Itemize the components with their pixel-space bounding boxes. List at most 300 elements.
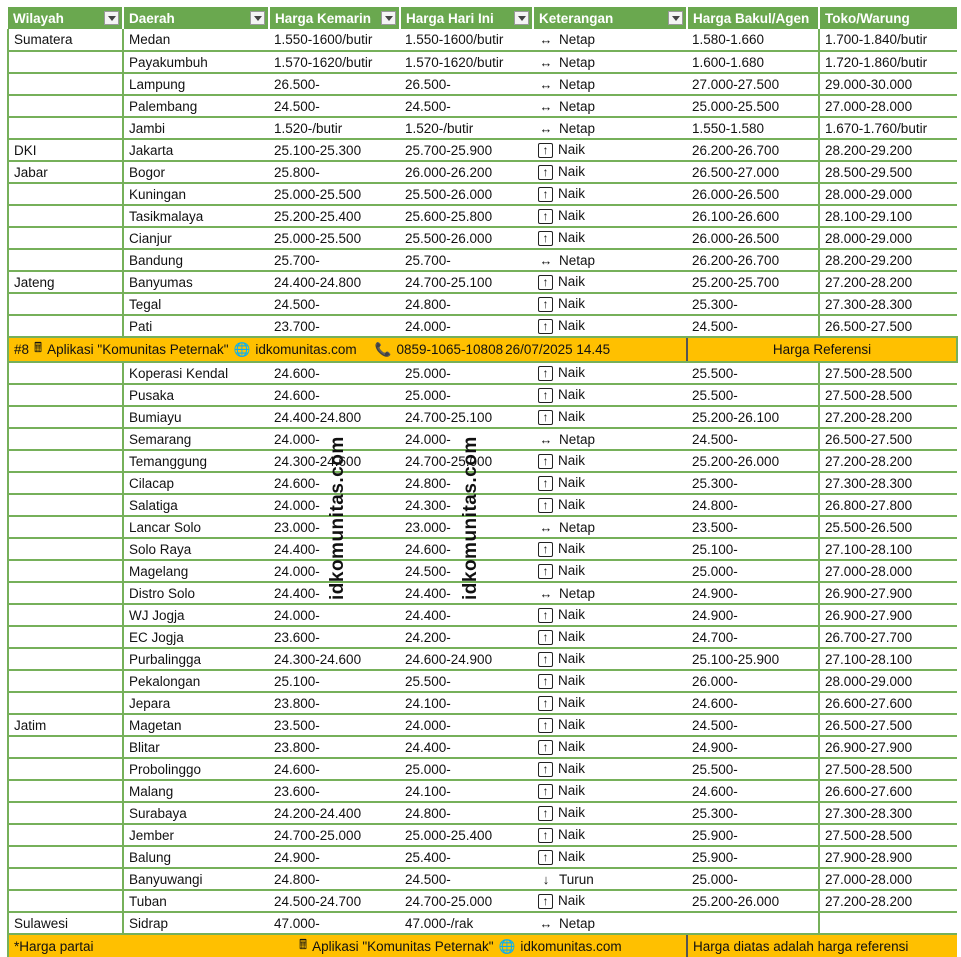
harga-kemarin-cell: 24.300-24.600	[269, 648, 400, 670]
filter-dropdown-icon[interactable]	[668, 11, 683, 25]
toko-warung-cell: 27.200-28.200	[819, 450, 957, 472]
keterangan-cell	[533, 604, 687, 626]
harga-hari-ini-cell: 25.000-25.400	[400, 824, 533, 846]
keterangan-label: Naik	[558, 164, 586, 179]
keterangan-label: Netap	[559, 915, 596, 931]
daerah-cell: Semarang	[123, 428, 269, 450]
keterangan-label: Netap	[559, 76, 596, 92]
harga-kemarin-cell: 24.200-24.400	[269, 802, 400, 824]
band-app-label: Aplikasi "Komunitas Peternak"	[47, 342, 229, 357]
left-right-arrow-icon: ↔	[539, 585, 553, 601]
harga-bakul-cell: 26.200-26.700	[687, 249, 819, 271]
keterangan-label: Naik	[558, 739, 586, 754]
up-arrow-box-icon: ↑	[538, 476, 553, 491]
harga-hari-ini-cell: 24.700-25.100	[400, 406, 533, 428]
keterangan-label: Naik	[558, 563, 586, 578]
table-row	[8, 362, 957, 384]
up-arrow-box-icon: ↑	[538, 165, 553, 180]
harga-bakul-cell: 25.200-26.000	[687, 450, 819, 472]
up-arrow-box-icon: ↑	[538, 454, 553, 469]
filter-dropdown-icon[interactable]	[514, 11, 529, 25]
table-row	[8, 648, 957, 670]
harga-kemarin-cell: 24.600-	[269, 384, 400, 406]
band-site[interactable]: idkomunitas.com	[255, 342, 357, 357]
wilayah-cell	[8, 293, 123, 315]
harga-bakul-cell: 24.800-	[687, 494, 819, 516]
wilayah-cell	[8, 472, 123, 494]
harga-bakul-cell: 26.000-26.500	[687, 227, 819, 249]
column-header	[269, 7, 400, 29]
harga-hari-ini-cell: 25.000-	[400, 758, 533, 780]
footer-app-label: Aplikasi "Komunitas Peternak"	[312, 939, 494, 954]
wilayah-cell: Jabar	[8, 161, 123, 183]
calculator-icon: 🖩	[299, 937, 308, 952]
wilayah-cell	[8, 868, 123, 890]
harga-kemarin-cell: 1.520-/butir	[269, 117, 400, 139]
table-row	[8, 406, 957, 428]
wilayah-cell	[8, 802, 123, 824]
keterangan-cell	[533, 560, 687, 582]
harga-kemarin-cell: 23.800-	[269, 736, 400, 758]
toko-warung-cell: 28.000-29.000	[819, 670, 957, 692]
daerah-cell: Bandung	[123, 249, 269, 271]
keterangan-label: Naik	[558, 497, 586, 512]
harga-bakul-cell: 1.600-1.680	[687, 51, 819, 73]
wilayah-cell	[8, 824, 123, 846]
toko-warung-cell: 27.500-28.500	[819, 758, 957, 780]
toko-warung-cell: 26.900-27.900	[819, 582, 957, 604]
up-arrow-box-icon: ↑	[538, 630, 553, 645]
band-datetime: 26/07/2025 14.45	[505, 342, 611, 357]
toko-warung-cell: 28.200-29.200	[819, 139, 957, 161]
keterangan-label: Netap	[559, 98, 596, 114]
harga-hari-ini-cell: 24.800-	[400, 293, 533, 315]
toko-warung-cell: 28.000-29.000	[819, 183, 957, 205]
wilayah-cell	[8, 560, 123, 582]
harga-hari-ini-cell: 24.600-24.900	[400, 648, 533, 670]
wilayah-cell	[8, 183, 123, 205]
keterangan-cell	[533, 450, 687, 472]
daerah-cell: Lampung	[123, 73, 269, 95]
harga-bakul-cell: 24.700-	[687, 626, 819, 648]
daerah-cell: Kuningan	[123, 183, 269, 205]
wilayah-cell	[8, 51, 123, 73]
harga-bakul-cell: 24.500-	[687, 315, 819, 337]
keterangan-cell	[533, 692, 687, 714]
left-right-arrow-icon: ↔	[539, 519, 553, 535]
daerah-cell: Jepara	[123, 692, 269, 714]
table-row	[8, 117, 957, 139]
keterangan-cell	[533, 472, 687, 494]
egg-price-table	[7, 7, 958, 957]
table-row	[8, 249, 957, 271]
wilayah-cell	[8, 73, 123, 95]
wilayah-cell	[8, 494, 123, 516]
keterangan-cell	[533, 384, 687, 406]
daerah-cell: Distro Solo	[123, 582, 269, 604]
footer-site[interactable]: idkomunitas.com	[520, 939, 622, 954]
toko-warung-cell: 27.900-28.900	[819, 846, 957, 868]
column-header	[533, 7, 687, 29]
up-arrow-box-icon: ↑	[538, 674, 553, 689]
harga-bakul-cell: 25.200-26.000	[687, 890, 819, 912]
harga-bakul-cell: 24.600-	[687, 692, 819, 714]
toko-warung-cell: 27.000-28.000	[819, 95, 957, 117]
harga-hari-ini-cell: 1.570-1620/butir	[400, 51, 533, 73]
harga-hari-ini-cell: 25.600-25.800	[400, 205, 533, 227]
up-arrow-box-icon: ↑	[538, 187, 553, 202]
harga-hari-ini-cell: 24.100-	[400, 780, 533, 802]
keterangan-cell	[533, 890, 687, 912]
wilayah-cell	[8, 117, 123, 139]
filter-dropdown-icon[interactable]	[381, 11, 396, 25]
up-arrow-box-icon: ↑	[538, 806, 553, 821]
harga-hari-ini-cell: 26.000-26.200	[400, 161, 533, 183]
table-row	[8, 758, 957, 780]
wilayah-cell	[8, 890, 123, 912]
up-arrow-box-icon: ↑	[538, 275, 553, 290]
harga-kemarin-cell: 25.000-25.500	[269, 183, 400, 205]
keterangan-label: Naik	[558, 409, 586, 424]
keterangan-cell	[533, 736, 687, 758]
toko-warung-cell: 27.100-28.100	[819, 538, 957, 560]
daerah-cell: Pekalongan	[123, 670, 269, 692]
keterangan-label: Naik	[558, 453, 586, 468]
harga-hari-ini-cell: 24.800-	[400, 802, 533, 824]
table-row	[8, 604, 957, 626]
band-number: #8	[14, 342, 30, 357]
keterangan-cell	[533, 117, 687, 139]
table-row	[8, 95, 957, 117]
daerah-cell: Pusaka	[123, 384, 269, 406]
toko-warung-cell: 27.500-28.500	[819, 384, 957, 406]
daerah-cell: Banyumas	[123, 271, 269, 293]
keterangan-cell	[533, 73, 687, 95]
keterangan-label: Naik	[558, 142, 586, 157]
keterangan-label: Naik	[558, 629, 586, 644]
harga-bakul-cell: 25.200-26.100	[687, 406, 819, 428]
harga-hari-ini-cell: 25.000-	[400, 384, 533, 406]
daerah-cell: Probolinggo	[123, 758, 269, 780]
up-arrow-box-icon: ↑	[538, 828, 553, 843]
daerah-cell: Solo Raya	[123, 538, 269, 560]
footer-band	[8, 934, 687, 957]
keterangan-cell	[533, 648, 687, 670]
keterangan-cell	[533, 802, 687, 824]
harga-hari-ini-cell: 25.500-26.000	[400, 227, 533, 249]
table-row	[8, 51, 957, 73]
wilayah-cell	[8, 604, 123, 626]
wilayah-cell: Jatim	[8, 714, 123, 736]
up-arrow-box-icon: ↑	[538, 297, 553, 312]
daerah-cell: Purbalingga	[123, 648, 269, 670]
wilayah-cell	[8, 205, 123, 227]
toko-warung-cell: 1.720-1.860/butir	[819, 51, 957, 73]
keterangan-label: Naik	[558, 387, 586, 402]
harga-kemarin-cell: 24.600-	[269, 758, 400, 780]
harga-bakul-cell: 25.300-	[687, 293, 819, 315]
toko-warung-cell: 27.200-28.200	[819, 890, 957, 912]
toko-warung-cell	[819, 912, 957, 934]
daerah-cell: Tegal	[123, 293, 269, 315]
table-row	[8, 227, 957, 249]
keterangan-label: Naik	[558, 827, 586, 842]
harga-kemarin-cell: 26.500-	[269, 73, 400, 95]
harga-bakul-cell: 23.500-	[687, 516, 819, 538]
wilayah-cell	[8, 736, 123, 758]
wilayah-cell	[8, 670, 123, 692]
info-band	[8, 337, 687, 362]
harga-kemarin-cell: 25.700-	[269, 249, 400, 271]
harga-kemarin-cell: 25.000-25.500	[269, 227, 400, 249]
toko-warung-cell: 25.500-26.500	[819, 516, 957, 538]
harga-bakul-cell: 25.300-	[687, 802, 819, 824]
harga-bakul-cell: 1.550-1.580	[687, 117, 819, 139]
harga-bakul-cell	[687, 912, 819, 934]
keterangan-label: Naik	[558, 673, 586, 688]
table-row	[8, 293, 957, 315]
daerah-cell: Bogor	[123, 161, 269, 183]
harga-kemarin-cell: 24.800-	[269, 868, 400, 890]
up-arrow-box-icon: ↑	[538, 740, 553, 755]
table-row	[8, 450, 957, 472]
keterangan-label: Netap	[559, 32, 596, 47]
harga-hari-ini-cell: 24.300-	[400, 494, 533, 516]
table-row	[8, 271, 957, 293]
keterangan-label: Naik	[558, 717, 586, 732]
harga-hari-ini-cell: 24.400-	[400, 736, 533, 758]
wilayah-cell	[8, 249, 123, 271]
daerah-cell: Lancar Solo	[123, 516, 269, 538]
harga-bakul-cell: 25.900-	[687, 846, 819, 868]
harga-kemarin-cell: 24.600-	[269, 472, 400, 494]
wilayah-cell	[8, 626, 123, 648]
harga-hari-ini-cell: 24.000-	[400, 428, 533, 450]
column-header-label: Wilayah	[13, 10, 64, 26]
harga-hari-ini-cell: 24.500-	[400, 868, 533, 890]
up-arrow-box-icon: ↑	[538, 850, 553, 865]
toko-warung-cell: 26.500-27.500	[819, 315, 957, 337]
column-header	[123, 7, 269, 29]
harga-kemarin-cell: 24.400-24.800	[269, 406, 400, 428]
column-header-label: Harga Hari Ini	[406, 10, 494, 26]
calculator-icon: 🖩	[34, 340, 43, 355]
harga-bakul-cell: 1.580-1.660	[687, 29, 819, 51]
harga-hari-ini-cell: 24.700-25.000	[400, 450, 533, 472]
up-arrow-box-icon: ↑	[538, 718, 553, 733]
table-row	[8, 516, 957, 538]
toko-warung-cell: 26.800-27.800	[819, 494, 957, 516]
wilayah-cell	[8, 516, 123, 538]
harga-hari-ini-cell: 25.700-	[400, 249, 533, 271]
keterangan-cell	[533, 670, 687, 692]
wilayah-cell	[8, 450, 123, 472]
keterangan-cell	[533, 582, 687, 604]
toko-warung-cell: 26.700-27.700	[819, 626, 957, 648]
header-row	[8, 7, 957, 29]
keterangan-label: Netap	[559, 252, 596, 268]
daerah-cell: Tuban	[123, 890, 269, 912]
daerah-cell: Jakarta	[123, 139, 269, 161]
globe-icon: 🌐	[498, 938, 516, 954]
keterangan-cell	[533, 714, 687, 736]
daerah-cell: Balung	[123, 846, 269, 868]
down-arrow-icon: ↓	[542, 871, 550, 887]
toko-warung-cell: 26.600-27.600	[819, 692, 957, 714]
column-header-label: Toko/Warung	[825, 10, 910, 26]
daerah-cell: Banyuwangi	[123, 868, 269, 890]
harga-hari-ini-cell: 25.000-	[400, 362, 533, 384]
keterangan-label: Turun	[559, 871, 594, 887]
daerah-cell: Magelang	[123, 560, 269, 582]
wilayah-cell: Jateng	[8, 271, 123, 293]
keterangan-label: Naik	[558, 318, 586, 333]
column-header-label: Keterangan	[539, 10, 614, 26]
keterangan-label: Naik	[558, 805, 586, 820]
wilayah-cell	[8, 428, 123, 450]
up-arrow-box-icon: ↑	[538, 564, 553, 579]
up-arrow-box-icon: ↑	[538, 608, 553, 623]
harga-hari-ini-cell: 24.800-	[400, 472, 533, 494]
table-row	[8, 626, 957, 648]
harga-hari-ini-cell: 25.700-25.900	[400, 139, 533, 161]
daerah-cell: Salatiga	[123, 494, 269, 516]
column-header	[8, 7, 123, 29]
up-arrow-box-icon: ↑	[538, 542, 553, 557]
toko-warung-cell: 27.300-28.300	[819, 802, 957, 824]
keterangan-label: Naik	[558, 186, 586, 201]
left-right-arrow-icon: ↔	[539, 54, 553, 70]
table-row	[8, 538, 957, 560]
harga-hari-ini-cell: 24.700-25.100	[400, 271, 533, 293]
harga-kemarin-cell: 24.600-	[269, 362, 400, 384]
table-row	[8, 802, 957, 824]
toko-warung-cell: 28.500-29.500	[819, 161, 957, 183]
harga-kemarin-cell: 25.100-25.300	[269, 139, 400, 161]
left-right-arrow-icon: ↔	[539, 76, 553, 92]
keterangan-cell	[533, 406, 687, 428]
harga-bakul-cell: 25.900-	[687, 824, 819, 846]
harga-hari-ini-cell: 25.500-	[400, 670, 533, 692]
keterangan-cell	[533, 516, 687, 538]
table-row	[8, 315, 957, 337]
harga-kemarin-cell: 23.600-	[269, 780, 400, 802]
keterangan-cell	[533, 293, 687, 315]
toko-warung-cell: 26.900-27.900	[819, 604, 957, 626]
harga-hari-ini-cell: 24.200-	[400, 626, 533, 648]
keterangan-cell	[533, 758, 687, 780]
harga-kemarin-cell: 24.900-	[269, 846, 400, 868]
toko-warung-cell: 28.000-29.000	[819, 227, 957, 249]
harga-kemarin-cell: 24.000-	[269, 604, 400, 626]
daerah-cell: Blitar	[123, 736, 269, 758]
table-row	[8, 560, 957, 582]
left-right-arrow-icon: ↔	[539, 120, 553, 136]
daerah-cell: WJ Jogja	[123, 604, 269, 626]
harga-hari-ini-cell: 1.520-/butir	[400, 117, 533, 139]
up-arrow-box-icon: ↑	[538, 696, 553, 711]
harga-kemarin-cell: 24.000-	[269, 428, 400, 450]
table-row	[8, 692, 957, 714]
footer-row	[8, 934, 957, 957]
up-arrow-box-icon: ↑	[538, 209, 553, 224]
daerah-cell: Magetan	[123, 714, 269, 736]
toko-warung-cell: 27.500-28.500	[819, 824, 957, 846]
table-row	[8, 161, 957, 183]
column-header-label: Daerah	[129, 10, 175, 26]
toko-warung-cell: 27.300-28.300	[819, 472, 957, 494]
harga-kemarin-cell: 24.400-	[269, 538, 400, 560]
harga-kemarin-cell: 24.000-	[269, 560, 400, 582]
wilayah-cell	[8, 384, 123, 406]
table-row	[8, 714, 957, 736]
daerah-cell: Malang	[123, 780, 269, 802]
harga-bakul-cell: 24.600-	[687, 780, 819, 802]
harga-kemarin-cell: 24.300-24.600	[269, 450, 400, 472]
up-arrow-box-icon: ↑	[538, 762, 553, 777]
keterangan-cell	[533, 249, 687, 271]
keterangan-cell	[533, 846, 687, 868]
keterangan-cell	[533, 626, 687, 648]
keterangan-cell	[533, 912, 687, 934]
harga-bakul-cell: 25.100-	[687, 538, 819, 560]
harga-hari-ini-cell: 24.100-	[400, 692, 533, 714]
keterangan-cell	[533, 538, 687, 560]
toko-warung-cell: 28.200-29.200	[819, 249, 957, 271]
keterangan-cell	[533, 494, 687, 516]
wilayah-cell	[8, 315, 123, 337]
daerah-cell: Surabaya	[123, 802, 269, 824]
keterangan-label: Naik	[558, 761, 586, 776]
toko-warung-cell: 1.700-1.840/butir	[819, 29, 957, 51]
harga-bakul-cell: 26.100-26.600	[687, 205, 819, 227]
keterangan-label: Naik	[558, 893, 586, 908]
table-row	[8, 868, 957, 890]
filter-dropdown-icon[interactable]	[250, 11, 265, 25]
keterangan-label: Naik	[558, 541, 586, 556]
left-right-arrow-icon: ↔	[539, 431, 553, 447]
keterangan-label: Naik	[558, 365, 586, 380]
filter-dropdown-icon[interactable]	[104, 11, 119, 25]
harga-kemarin-cell: 25.100-	[269, 670, 400, 692]
harga-bakul-cell: 26.200-26.700	[687, 139, 819, 161]
harga-bakul-cell: 26.500-27.000	[687, 161, 819, 183]
left-right-arrow-icon: ↔	[539, 252, 553, 268]
harga-hari-ini-cell: 25.400-	[400, 846, 533, 868]
left-right-arrow-icon: ↔	[539, 32, 553, 47]
wilayah-cell	[8, 846, 123, 868]
keterangan-label: Netap	[559, 585, 596, 601]
globe-icon: 🌐	[233, 341, 251, 357]
toko-warung-cell: 26.900-27.900	[819, 736, 957, 758]
harga-bakul-cell: 25.000-	[687, 560, 819, 582]
table-row	[8, 670, 957, 692]
harga-kemarin-cell: 23.800-	[269, 692, 400, 714]
up-arrow-box-icon: ↑	[538, 319, 553, 334]
left-right-arrow-icon: ↔	[539, 98, 553, 114]
wilayah-cell	[8, 362, 123, 384]
harga-hari-ini-cell: 24.600-	[400, 538, 533, 560]
harga-kemarin-cell: 1.570-1620/butir	[269, 51, 400, 73]
harga-bakul-cell: 27.000-27.500	[687, 73, 819, 95]
table-row	[8, 183, 957, 205]
table-row	[8, 73, 957, 95]
harga-kemarin-cell: 25.800-	[269, 161, 400, 183]
keterangan-cell	[533, 868, 687, 890]
harga-bakul-cell: 25.200-25.700	[687, 271, 819, 293]
harga-hari-ini-cell: 24.400-	[400, 604, 533, 626]
daerah-cell: Cilacap	[123, 472, 269, 494]
